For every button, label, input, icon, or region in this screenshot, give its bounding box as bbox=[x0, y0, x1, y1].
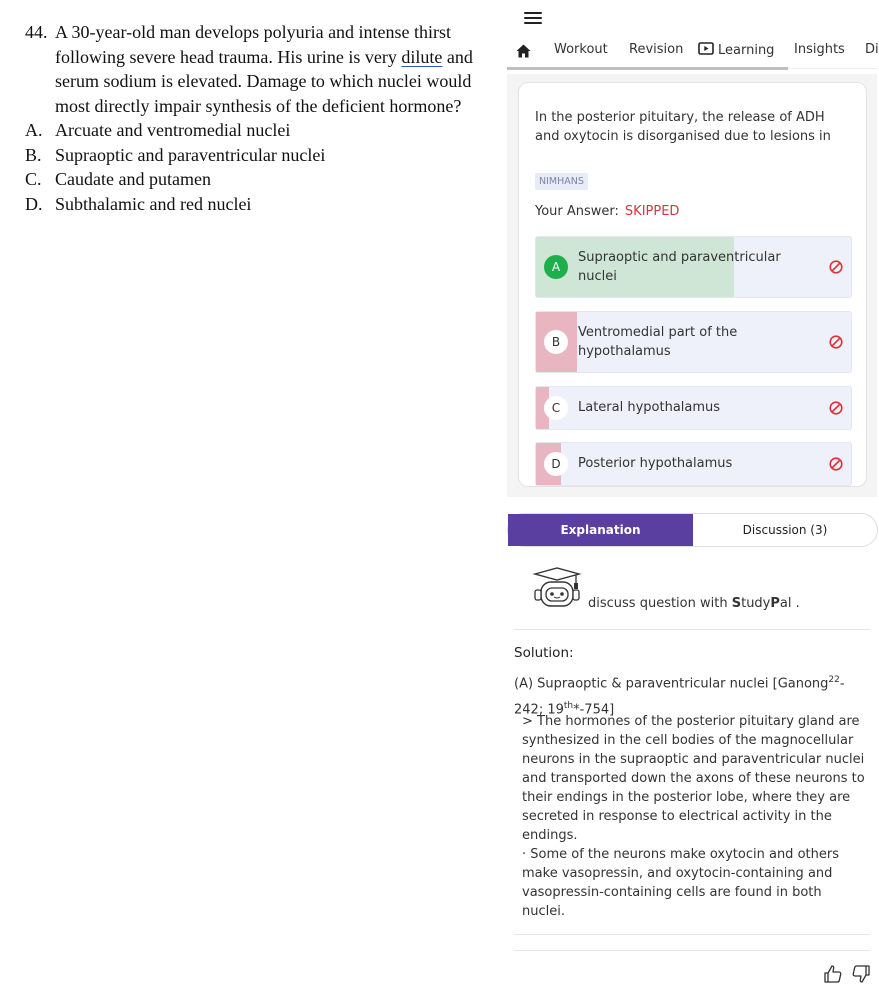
your-answer bbox=[535, 204, 679, 219]
ban-icon bbox=[829, 457, 843, 471]
studypal-s: S bbox=[731, 596, 742, 611]
spellcheck-underlined-word: dilute bbox=[401, 46, 443, 67]
cite-main: (A) Supraoptic & paraventricular nuclei [Ganong bbox=[514, 676, 829, 692]
studypal-tudy: tudy bbox=[741, 596, 771, 611]
divider bbox=[514, 934, 870, 935]
option-letter-badge: A bbox=[544, 255, 568, 279]
option-label: Lateral hypothalamus bbox=[578, 400, 721, 415]
home-icon[interactable] bbox=[516, 43, 531, 62]
ban-icon bbox=[829, 260, 843, 274]
hamburger-icon[interactable] bbox=[524, 12, 542, 26]
question-text-start: A 30-year-old man develops polyuria and intense thirst following severe head trauma. His urine is very bbox=[55, 22, 452, 67]
thumbs-up-icon[interactable] bbox=[823, 964, 843, 984]
discuss-prefix: discuss question with bbox=[588, 596, 732, 611]
studypal-robot-icon[interactable] bbox=[527, 566, 587, 612]
doc-option-text: Arcuate and ventromedial nuclei bbox=[55, 120, 291, 140]
ban-icon bbox=[829, 401, 843, 415]
your-answer-status: SKIPPED bbox=[624, 204, 680, 219]
doc-option-letter: C. bbox=[25, 169, 42, 189]
tab-workout[interactable]: Workout bbox=[554, 42, 608, 57]
cite-edition-suffix: th bbox=[563, 701, 574, 712]
answer-option-d[interactable] bbox=[535, 442, 852, 486]
tab-learning-label: Learning bbox=[718, 43, 775, 58]
studypal-al: al . bbox=[779, 596, 800, 611]
answer-option-b[interactable] bbox=[535, 311, 852, 373]
question-text: In the posterior pituitary, the release of ADH and oxytocin is disorganised due to lesions in bbox=[535, 110, 831, 144]
solution-paragraph: · Some of the neurons make oxytocin and others make vasopressin, and oxytocin-containing and vasopressin-containing cells are found in both nuclei. bbox=[522, 847, 839, 919]
studypal-p: P bbox=[770, 596, 780, 611]
doc-option-text: Supraoptic and paraventricular nuclei bbox=[55, 144, 326, 165]
active-tab-indicator bbox=[507, 67, 788, 70]
solution-paragraph: > The hormones of the posterior pituitary gland are synthesized in the cell bodies of the magnocellular neurons in the supraoptic and paraventricular nuclei and transported down the axons of these neurons to their endings in the posterior lobe, where they are secreted in response to electrical activity in the endings. bbox=[522, 714, 865, 843]
discuss-with-studypal-link[interactable] bbox=[588, 596, 800, 611]
play-screen-icon bbox=[698, 42, 714, 56]
doc-option-letter: B. bbox=[25, 144, 42, 165]
doc-option-d bbox=[25, 192, 475, 217]
option-label: Posterior hypothalamus bbox=[578, 456, 733, 471]
doc-option-text: Subthalamic and red nuclei bbox=[55, 193, 252, 214]
doc-option-c bbox=[25, 167, 475, 192]
your-answer-label: Your Answer: bbox=[535, 204, 619, 219]
option-letter-badge: D bbox=[544, 452, 568, 476]
solution-heading: Solution: bbox=[514, 645, 574, 661]
doc-option-text: Caudate and putamen bbox=[55, 169, 211, 189]
cite-mid: -242; 19 bbox=[514, 676, 845, 718]
option-letter-badge: C bbox=[544, 396, 568, 420]
tab-revision[interactable]: Revision bbox=[629, 42, 684, 57]
ban-icon bbox=[829, 335, 843, 349]
tab-discussion[interactable]: Discussion (3) bbox=[742, 523, 828, 537]
question-card bbox=[518, 82, 867, 487]
tab-explanation[interactable]: Explanation bbox=[508, 514, 693, 546]
solution-body bbox=[522, 712, 867, 921]
cite-edition: 22 bbox=[828, 675, 840, 685]
doc-option-a bbox=[25, 118, 475, 143]
question-text-end: and serum sodium is elevated. Damage to which nuclei would most directly impair synthesis of the deficient hormone? bbox=[55, 46, 473, 116]
thumbs-down-icon[interactable] bbox=[851, 964, 871, 984]
option-label: Ventromedial part of the hypothalamus bbox=[578, 325, 738, 359]
divider bbox=[514, 629, 870, 630]
question-stem bbox=[25, 20, 475, 118]
doc-option-letter: D. bbox=[25, 193, 43, 214]
option-label: Supraoptic and paraventricular nuclei bbox=[578, 250, 781, 284]
doc-option-b bbox=[25, 143, 475, 168]
option-letter-badge: B bbox=[544, 330, 568, 354]
tab-di[interactable]: Di bbox=[865, 42, 879, 57]
question-number: 44. bbox=[25, 22, 48, 42]
question-card-area bbox=[507, 74, 877, 497]
cite-end: *-754] bbox=[573, 702, 615, 718]
tab-learning[interactable] bbox=[698, 42, 774, 58]
answer-option-a[interactable] bbox=[535, 236, 852, 298]
explanation-discussion-toggle bbox=[507, 513, 878, 547]
question-document bbox=[25, 20, 475, 216]
source-tag: NIMHANS bbox=[535, 173, 588, 190]
answer-option-c[interactable] bbox=[535, 386, 852, 430]
divider bbox=[514, 950, 870, 951]
top-nav-tabs bbox=[507, 40, 877, 70]
quiz-app-panel bbox=[507, 0, 877, 998]
tab-baseline bbox=[788, 68, 877, 69]
doc-option-letter: A. bbox=[25, 120, 43, 140]
tab-insights[interactable]: Insights bbox=[794, 42, 845, 57]
